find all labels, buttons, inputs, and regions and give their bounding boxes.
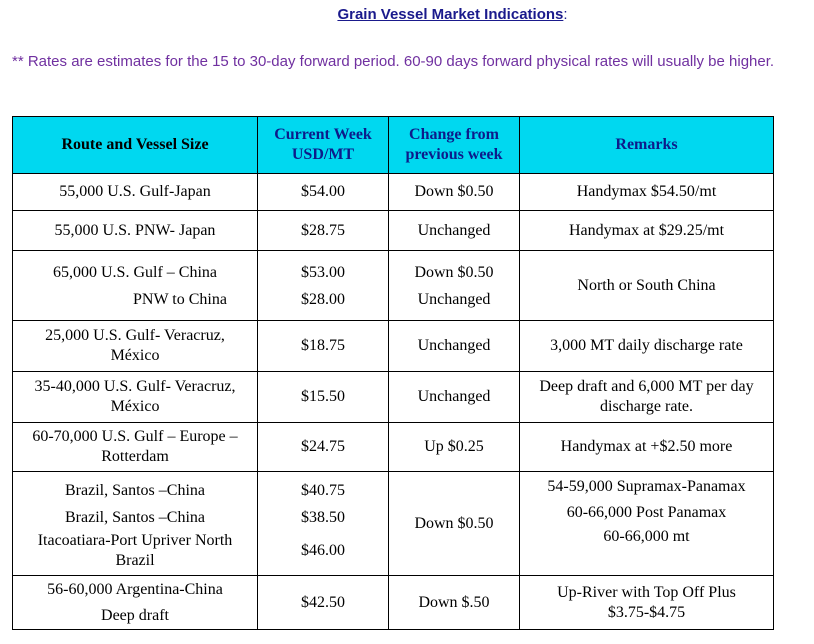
price-cell: $28.75 (258, 211, 389, 251)
table-row (13, 251, 774, 321)
route-cell (13, 576, 258, 630)
page-title: Grain Vessel Market Indications: (337, 6, 568, 23)
remarks-cell: Deep draft and 6,000 MT per day discharge rate. (520, 372, 774, 423)
table-header-row (13, 117, 774, 174)
header-remarks: Remarks (520, 117, 774, 174)
price-line: $46.00 (301, 541, 345, 559)
change-cell: Down $.50 (389, 576, 520, 630)
route-cell (13, 472, 258, 576)
price-cell: $18.75 (258, 321, 389, 372)
price-line: $38.50 (301, 508, 345, 526)
route-line: 56-60,000 Argentina-China (47, 580, 223, 598)
route-line: Brazil, Santos –China (65, 508, 205, 526)
change-cell: Unchanged (389, 372, 520, 423)
change-line: Down $0.50 (414, 263, 494, 281)
grain-vessel-rates-table (12, 116, 774, 630)
route-cell: 25,000 U.S. Gulf- Veracruz, México (13, 321, 258, 372)
header-route: Route and Vessel Size (13, 117, 258, 174)
change-cell (389, 251, 520, 321)
remarks-line: 60-66,000 Post Panamax (566, 504, 727, 521)
price-line: $40.75 (301, 481, 345, 499)
route-line: Brazil, Santos –China (65, 481, 205, 499)
route-line: Deep draft (101, 606, 169, 624)
table-row (13, 576, 774, 630)
price-line: $28.00 (301, 290, 345, 308)
header-current-week: Current Week USD/MT (258, 117, 389, 174)
price-cell: $24.75 (258, 423, 389, 472)
change-cell: Up $0.25 (389, 423, 520, 472)
table-row (13, 211, 774, 251)
route-cell (13, 251, 258, 321)
route-line: 65,000 U.S. Gulf – China (53, 263, 217, 281)
remarks-cell: Handymax at +$2.50 more (520, 423, 774, 472)
table-row (13, 472, 774, 576)
rates-disclaimer-note: ** Rates are estimates for the 15 to 30-day forward period. 60-90 days forward physical rates will usually be higher. (12, 53, 775, 70)
price-cell: $42.50 (258, 576, 389, 630)
route-line: PNW to China (133, 290, 227, 308)
change-line: Unchanged (417, 290, 491, 308)
price-cell: $15.50 (258, 372, 389, 423)
route-cell: 55,000 U.S. PNW- Japan (13, 211, 258, 251)
header-change: Change from previous week (389, 117, 520, 174)
change-cell: Unchanged (389, 321, 520, 372)
table-row (13, 423, 774, 472)
remarks-cell: North or South China (520, 251, 774, 321)
price-cell (258, 472, 389, 576)
remarks-cell: Handymax $54.50/mt (520, 174, 774, 211)
remarks-cell: 3,000 MT daily discharge rate (520, 321, 774, 372)
remarks-line: 54-59,000 Supramax-Panamax (547, 478, 746, 495)
route-cell: 55,000 U.S. Gulf-Japan (13, 174, 258, 211)
route-cell: 35-40,000 U.S. Gulf- Veracruz, México (13, 372, 258, 423)
price-cell (258, 251, 389, 321)
remarks-cell (520, 472, 774, 576)
route-cell: 60-70,000 U.S. Gulf – Europe – Rotterdam (13, 423, 258, 472)
change-cell: Down $0.50 (389, 174, 520, 211)
price-cell: $54.00 (258, 174, 389, 211)
remarks-cell: Up-River with Top Off Plus $3.75-$4.75 (520, 576, 774, 630)
table-row (13, 174, 774, 211)
change-cell: Unchanged (389, 211, 520, 251)
table-row (13, 372, 774, 423)
remarks-line: 60-66,000 mt (603, 528, 690, 545)
remarks-cell: Handymax at $29.25/mt (520, 211, 774, 251)
table-row (13, 321, 774, 372)
price-line: $53.00 (301, 263, 345, 281)
route-line: Itacoatiara-Port Upriver North Brazil (37, 531, 233, 569)
change-cell: Down $0.50 (389, 472, 520, 576)
